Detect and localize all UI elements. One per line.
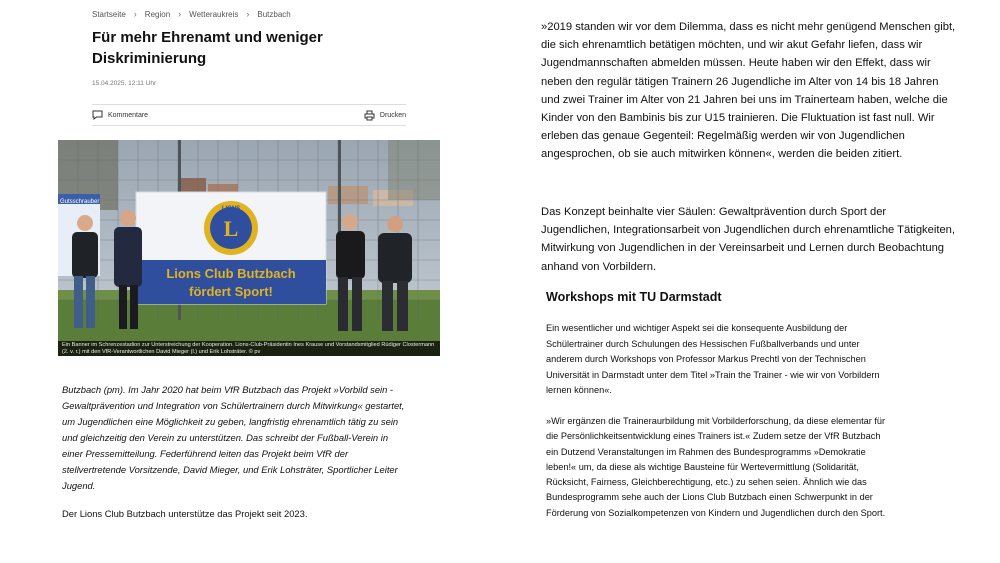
chevron-right-icon: › [178, 9, 182, 19]
left-banner-fragment: Gutsschrauber [60, 199, 100, 205]
breadcrumb-item-butzbach[interactable]: Butzbach [257, 9, 291, 19]
comments-button[interactable] [92, 110, 148, 120]
article-paragraph-democracy: »Wir ergänzen die Traineraurbildung mit Vorbilderforschung, da diese elementar für die Persönlichkeitsentwicklung eines Trainers ist.« Zudem setze der VfR Butzbach ein Dutzend Veranstaltungen im Rahmen des Bundesprogramms »Demokratie leben!« um, da diese als wichtige Bausteine für Wertevermittlung (Solidarität, Rücksicht, Fairness, Gleichberechtigung, etc.) zu sehen seien. Ähnlich wie das Bundesprogramm sehe auch der Lions Club Butzbach einen Schwerpunkt in der Förderung von Sozialkompetenzen von Kindern und Jugendlichen durch den Sport. [546, 416, 886, 518]
banner-slogan: fördert Sport! [189, 284, 273, 299]
article-photo [58, 140, 440, 356]
chevron-right-icon: › [133, 9, 137, 19]
photo-caption: Ein Banner im Schrenzestadion zur Unterstreichung der Kooperation. Lions-Club-Präsidentin Ines Krause und Vorstandsmitglied Rüdiger Clostermann (2. v. r.) mit den VfR-Verantwortlichen David Mieger (l.) und Erik Lohsträter. © pv [58, 341, 440, 356]
article-actions-bar [92, 104, 406, 126]
breadcrumb-item-region[interactable]: Region [144, 9, 171, 19]
article-lead: Butzbach (pm). Im Jahr 2020 hat beim VfR Butzbach das Projekt »Vorbild sein - Gewaltprävention und Integration von Schülertrainern durch Mitwirkung« gestartet, um Jugendlichen eine Möglichkeit zu geben, langfristig ehrenamtlich tätig zu sein und gleichzeitig den Verein zu unterstützen. Das schreibt der Fußball-Verein in einer Pressemitteilung. Federführend leiten das Projekt beim VfR der stellvertretende Vorsitzende, David Mieger, und Erik Lohsträter, Sportlicher Leiter Jugend. [62, 384, 405, 491]
article-title: Für mehr Ehrenamt und weniger Diskriminierung [92, 29, 323, 67]
article-date: 15.04.2025, 12:11 Uhr [92, 80, 157, 87]
breadcrumb [92, 9, 291, 19]
print-button[interactable] [364, 110, 406, 121]
emblem-word: LIONS [221, 206, 241, 212]
emblem-letter: L [223, 216, 239, 241]
breadcrumb-item-wetteraukreis[interactable]: Wetteraukreis [189, 9, 239, 19]
comment-icon [92, 110, 103, 120]
article-paragraph-quote: »2019 standen wir vor dem Dilemma, dass es nicht mehr genügend Menschen gibt, die sich ehrenamtlich betätigen möchten, und wir akut Gefahr liefen, dass wir Jugendmannschaften abmelden müssen. Heute haben wir den Effekt, dass wir neben den regulär tätigen Trainern 26 Jugendliche im Alter von 14 bis 18 Jahren und zwei Trainer im Alter von 21 Jahren bei uns im Trainerteam haben, welche die Kinder von den Bambinis bis zur U15 trainieren. Die Fluktuation ist fast null. Wir erleben das genaue Gegenteil: Regelmäßig werden wir von Jugendlichen angesprochen, ob sie auch mitwirken können«, werden die beiden zitiert. [541, 21, 956, 161]
print-icon [364, 110, 375, 121]
section-heading-workshops: Workshops mit TU Darmstadt [546, 290, 722, 304]
lions-support-text: Der Lions Club Butzbach unterstütze das Projekt seit 2023. [62, 508, 308, 519]
article-paragraph-workshops: Ein wesentlicher und wichtiger Aspekt sei die konsequente Ausbildung der Schülertrainer durch Schulungen des Hessischen Fußballverbands und unter anderem durch Workshops von Professor Markus Prechtl von der Technischen Universität in Darmstadt unter dem Titel »Train the Trainer - wie wir von Vorbildern lernen können«. [546, 323, 880, 395]
banner-club-name: Lions Club Butzbach [166, 266, 296, 281]
breadcrumb-item-home[interactable]: Startseite [92, 9, 126, 19]
article-paragraph-concept: Das Konzept beinhalte vier Säulen: Gewaltprävention durch Sport der Jugendlichen, Integrationsarbeit von Jugendlichen durch ehrenamtliche Tätigkeiten, Mitwirkung von Jugendlichen in der Vereinsarbeit und Lernen durch Beobachtung anhand von Vorbildern. [541, 206, 955, 273]
chevron-right-icon: › [246, 9, 250, 19]
photo-scene [58, 140, 440, 356]
comments-label: Kommentare [108, 111, 149, 119]
print-label: Drucken [379, 111, 406, 119]
